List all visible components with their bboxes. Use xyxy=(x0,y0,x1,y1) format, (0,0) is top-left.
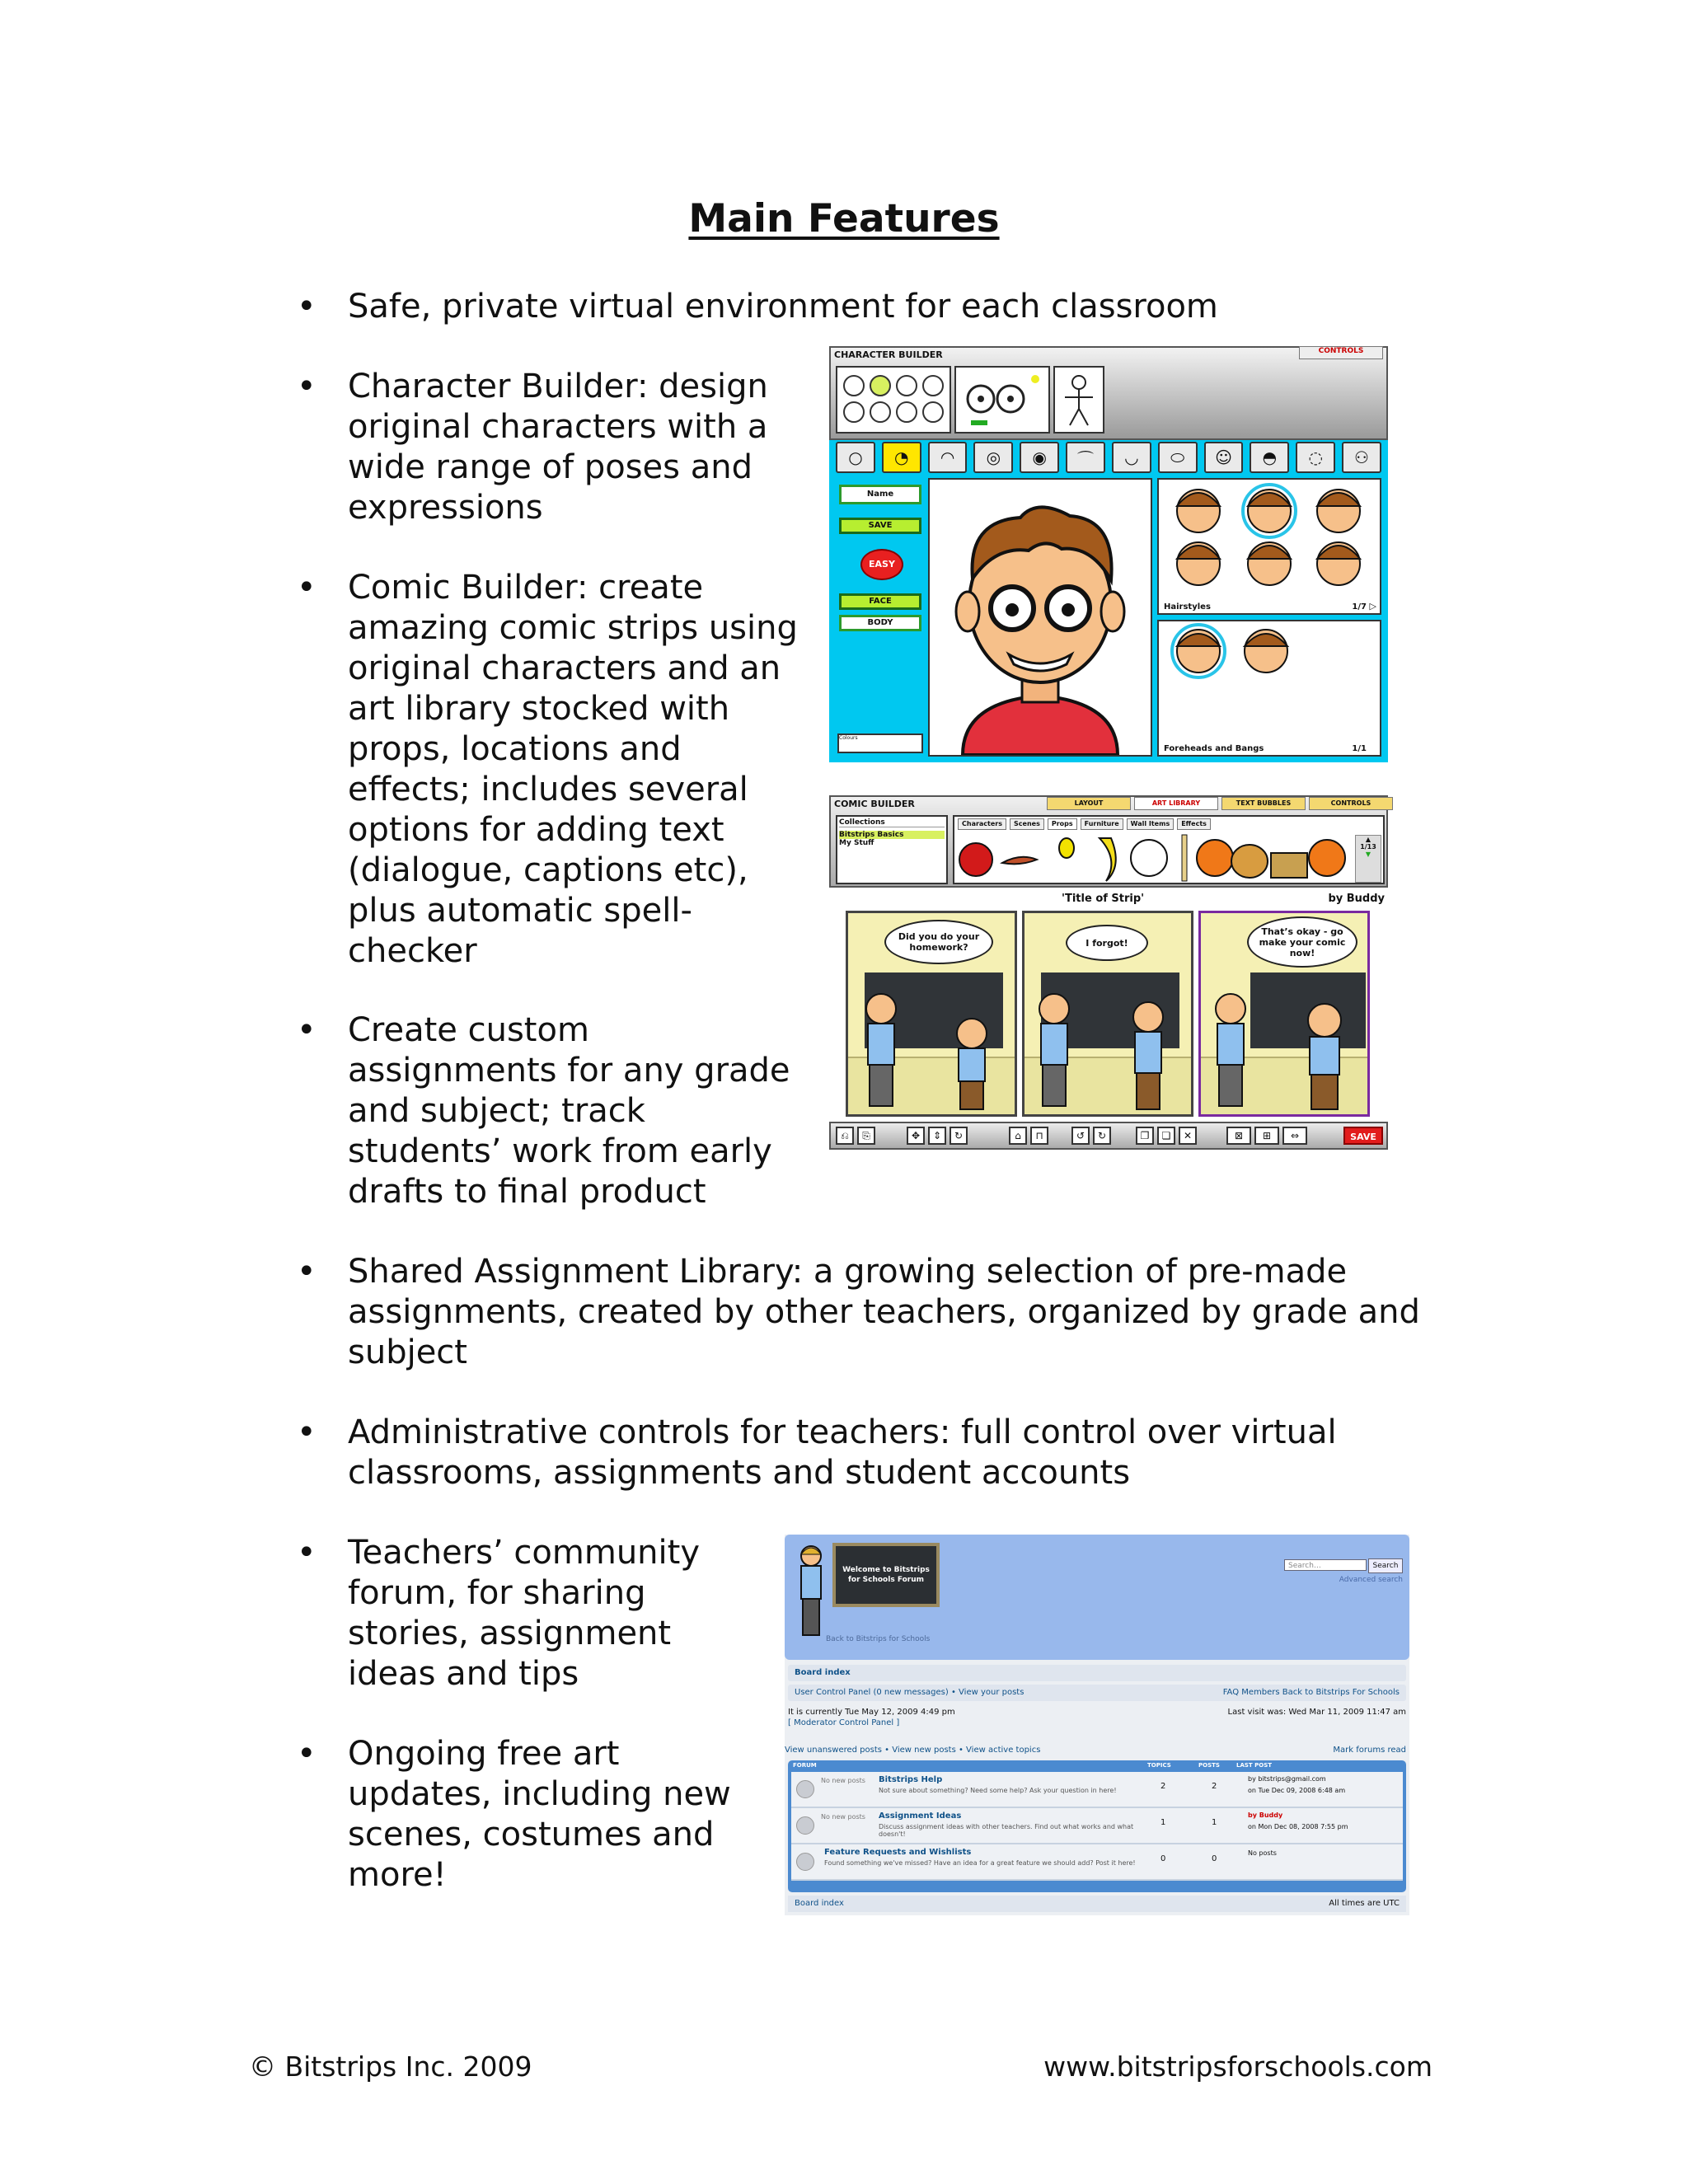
website-url[interactable]: www.bitstripsforschools.com xyxy=(1043,2050,1432,2083)
rotate-icon[interactable]: ↻ xyxy=(950,1127,968,1145)
flip-icon[interactable]: ⇕ xyxy=(928,1127,946,1145)
easy-button[interactable]: EASY xyxy=(860,549,903,580)
resize-panel-icon[interactable]: ⇔ xyxy=(1282,1127,1307,1145)
body-button[interactable]: BODY xyxy=(839,615,921,631)
forum-name-link[interactable]: Bitstrips Help xyxy=(879,1775,943,1784)
collection-bitstrips-basics[interactable]: Bitstrips Basics xyxy=(839,831,945,839)
tab-controls[interactable]: CONTROLS xyxy=(1309,797,1393,810)
col-posts: POSTS xyxy=(1198,1762,1220,1769)
next-page-icon[interactable]: ▷ xyxy=(1369,601,1376,612)
hairstyles-page: 1/7 xyxy=(1352,602,1367,612)
no-new-posts-icon xyxy=(796,1780,814,1798)
post-count: 2 xyxy=(1212,1782,1217,1791)
forum-search-button[interactable]: Search xyxy=(1368,1558,1403,1573)
redo-icon[interactable]: ↻ xyxy=(1093,1127,1111,1145)
baseball-icon xyxy=(1131,840,1167,876)
hairstyles-grid xyxy=(1157,478,1381,615)
topic-count: 2 xyxy=(1160,1782,1166,1791)
topic-count: 1 xyxy=(1160,1818,1166,1827)
speech-bubble[interactable]: Did you do your homework? xyxy=(884,920,993,964)
back-to-bitstrips-link[interactable]: Back to Bitstrips for Schools xyxy=(826,1635,931,1643)
last-visit: Last visit was: Wed Mar 11, 2009 11:47 am xyxy=(1227,1708,1406,1717)
feature-admin-controls: Administrative controls for teachers: full control over virtual classrooms, assignments and student accounts xyxy=(348,1413,1337,1492)
forum-description: Not sure about something? Need some help? Ask your question in here! xyxy=(879,1787,1117,1794)
character-builder-label: CHARACTER BUILDER xyxy=(834,349,943,360)
bullet: • xyxy=(297,1413,316,1451)
forum-description: Discuss assignment ideas with other teachers. Find out what works and what doesn't! xyxy=(879,1823,1134,1838)
feature-safe-environment: Safe, private virtual environment for each classroom xyxy=(348,288,1218,326)
lock-icon[interactable]: ⊓ xyxy=(1030,1127,1048,1145)
foreheads-grid xyxy=(1157,620,1381,757)
character-canvas xyxy=(928,478,1152,757)
user-links-bar xyxy=(788,1685,1406,1701)
nose-icon[interactable]: ⌒ xyxy=(1066,442,1105,473)
strip-title[interactable]: 'Title of Strip' xyxy=(1062,893,1145,905)
subtab-effects[interactable]: Effects xyxy=(1177,818,1211,830)
face-button[interactable]: FACE xyxy=(839,593,921,610)
foreheads-page: 1/1 xyxy=(1352,744,1367,753)
bullet: • xyxy=(297,1011,316,1049)
glove-icon xyxy=(1231,845,1268,878)
pose-panel xyxy=(1053,366,1104,434)
strip-author: by Buddy xyxy=(1328,893,1385,905)
last-post-author: No posts xyxy=(1248,1849,1277,1857)
page-down-icon[interactable]: ▼ xyxy=(1365,851,1372,858)
redo-panel-icon[interactable]: ⎘ xyxy=(857,1127,875,1145)
comic-builder-label: COMIC BUILDER xyxy=(834,799,915,809)
feature-comic-builder: Comic Builder: create amazing comic strips using original characters and an art library stocked with props, locations and effects; includes several options for adding text (dialogue, captions etc), plus automatic spell- checker xyxy=(348,569,798,970)
feature-character-builder: Character Builder: design original characters with a wide range of poses and expressions xyxy=(348,368,768,527)
current-time: It is currently Tue May 12, 2009 4:49 pm xyxy=(788,1708,955,1717)
ears-icon[interactable]: ⬭ xyxy=(1158,442,1198,473)
bullet: • xyxy=(297,368,316,405)
colours-label: Colours xyxy=(839,735,858,741)
hair-icon[interactable]: ◔ xyxy=(882,442,921,473)
forum-row[interactable] xyxy=(791,1772,1403,1808)
mouth-icon[interactable]: ◡ xyxy=(1112,442,1151,473)
paste-icon[interactable]: ❏ xyxy=(1157,1127,1175,1145)
hat-icon[interactable]: ◓ xyxy=(1250,442,1289,473)
subtab-characters[interactable]: Characters xyxy=(958,818,1006,830)
subtab-props[interactable]: Props xyxy=(1048,818,1077,830)
user-control-panel-link[interactable]: User Control Panel (0 new messages) • View your posts xyxy=(795,1688,1025,1697)
times-utc-note: All times are UTC xyxy=(1329,1899,1400,1908)
col-last-post: LAST POST xyxy=(1236,1762,1273,1769)
eye-control-panel xyxy=(954,366,1050,434)
bat-icon xyxy=(1182,835,1187,881)
eyes-icon[interactable] xyxy=(956,368,1048,432)
comic-builder-toolbar xyxy=(829,795,1388,888)
comic-panel-3[interactable] xyxy=(1198,911,1370,1117)
view-posts-links[interactable]: View unanswered posts • View new posts • View active topics xyxy=(785,1746,1041,1755)
forum-name-link[interactable]: Assignment Ideas xyxy=(879,1811,962,1821)
art-subtabs xyxy=(954,818,1211,830)
character-builder-sidebar xyxy=(836,478,925,757)
collections-panel xyxy=(836,815,948,884)
banana-icon xyxy=(1100,838,1116,881)
panel-characters xyxy=(848,913,1015,1114)
board-index-link[interactable]: Board index xyxy=(795,1668,851,1677)
last-post-author[interactable]: by bitstrips@gmail.com xyxy=(1248,1775,1326,1783)
comic-builder-tabs xyxy=(1047,797,1393,810)
mark-forums-read-link[interactable]: Mark forums read xyxy=(1333,1746,1406,1755)
forum-row[interactable] xyxy=(791,1808,1403,1844)
forehead-icon[interactable]: ◠ xyxy=(928,442,968,473)
feature-art-updates: Ongoing free art updates, including new scenes, costumes and more! xyxy=(348,1735,731,1894)
forum-table xyxy=(788,1760,1406,1892)
basketball-icon xyxy=(1309,840,1345,876)
glasses-icon[interactable]: ⚇ xyxy=(1342,442,1381,473)
row-status: No new posts xyxy=(821,1813,865,1821)
pose-figure-icon[interactable] xyxy=(1055,368,1103,432)
mascot-figure xyxy=(795,1543,828,1642)
trash-icon[interactable]: ✕ xyxy=(1179,1127,1197,1145)
no-new-posts-icon xyxy=(796,1816,814,1835)
comic-builder-screenshot xyxy=(829,795,1388,1150)
controls-tab[interactable]: CONTROLS xyxy=(1299,346,1383,359)
eyebrows-icon[interactable]: ◉ xyxy=(1020,442,1059,473)
page-up-icon[interactable]: ▲ xyxy=(1365,836,1372,843)
post-count: 1 xyxy=(1212,1818,1217,1827)
basketball-icon-a xyxy=(1197,840,1233,876)
character-illustration xyxy=(930,480,1151,755)
bullet: • xyxy=(297,288,316,326)
forum-header xyxy=(785,1535,1409,1660)
eyes-category-icon[interactable]: ◎ xyxy=(973,442,1013,473)
faq-members-links[interactable]: FAQ Members Back to Bitstrips For Schools xyxy=(1222,1688,1400,1697)
board-index-bar xyxy=(788,1665,1406,1681)
last-post-time: on Mon Dec 08, 2008 7:55 pm xyxy=(1248,1823,1348,1830)
hairstyles-label: Hairstyles xyxy=(1164,602,1211,612)
add-panel-icon[interactable]: ⊞ xyxy=(1254,1127,1279,1145)
foreheads-label: Foreheads and Bangs xyxy=(1164,744,1264,753)
moderator-panel-link[interactable]: [ Moderator Control Panel ] xyxy=(788,1718,900,1727)
feature-community-forum: Teachers’ community forum, for sharing stories, assignment ideas and tips xyxy=(348,1534,700,1693)
save-button[interactable]: SAVE xyxy=(839,518,921,534)
expression-faces-icon[interactable] xyxy=(837,368,950,432)
subtab-furniture[interactable]: Furniture xyxy=(1081,818,1123,830)
collections-label: Collections xyxy=(839,818,945,827)
speech-bubble[interactable]: I forgot! xyxy=(1066,925,1148,961)
forum-row[interactable] xyxy=(791,1844,1403,1881)
balloon-icon xyxy=(1059,838,1074,858)
head-shape-icon[interactable]: ○ xyxy=(836,442,875,473)
prop-items[interactable] xyxy=(954,830,1383,884)
feature-assignment-library: Shared Assignment Library: a growing selection of pre-made assignments, created by other teachers, organized by grade and subject xyxy=(348,1253,1420,1371)
post-count: 0 xyxy=(1212,1854,1217,1863)
props-page: 1/13 xyxy=(1360,843,1376,851)
row-status: No new posts xyxy=(821,1777,865,1784)
colour-palette[interactable] xyxy=(837,733,923,753)
apple-icon xyxy=(959,843,992,876)
subtab-scenes[interactable]: Scenes xyxy=(1010,818,1044,830)
advanced-search-link[interactable]: Advanced search xyxy=(1339,1576,1403,1584)
facial-hair-icon[interactable]: ☺ xyxy=(1204,442,1244,473)
footer-board-index-link[interactable]: Board index xyxy=(795,1899,844,1908)
expression-panel xyxy=(836,366,951,434)
copy-icon[interactable]: ❐ xyxy=(1136,1127,1154,1145)
no-new-posts-icon xyxy=(796,1853,814,1871)
subtab-wall-items[interactable]: Wall Items xyxy=(1127,818,1175,830)
lock-open-icon[interactable]: ⌂ xyxy=(1009,1127,1027,1145)
bullet: • xyxy=(297,1253,316,1291)
speech-bubble[interactable]: That’s okay - go make your comic now! xyxy=(1247,916,1357,968)
forum-footer-bar xyxy=(788,1896,1406,1912)
panel-characters xyxy=(1201,913,1367,1114)
undo-panel-icon[interactable]: ⎌ xyxy=(836,1127,854,1145)
basket-icon xyxy=(1271,853,1307,878)
comic-panel-1[interactable] xyxy=(846,911,1017,1117)
forum-welcome-sign: Welcome to Bitstrips for Schools Forum xyxy=(832,1543,940,1607)
forum-description: Found something we've missed? Have an idea for a great feature we should add? Post it here! xyxy=(824,1859,1136,1867)
undo-icon[interactable]: ↺ xyxy=(1071,1127,1090,1145)
col-topics: TOPICS xyxy=(1147,1762,1171,1769)
character-builder-toolbar xyxy=(829,346,1388,440)
tab-text-bubbles[interactable]: TEXT BUBBLES xyxy=(1221,797,1306,810)
tab-art-library[interactable]: ART LIBRARY xyxy=(1134,797,1218,810)
panel-characters xyxy=(1025,913,1191,1114)
bullet: • xyxy=(297,1534,316,1572)
character-builder-screenshot xyxy=(829,346,1388,762)
forum-screenshot xyxy=(785,1535,1409,1915)
forum-search-input[interactable]: Search… xyxy=(1284,1559,1367,1571)
topic-count: 0 xyxy=(1160,1854,1166,1863)
bullet: • xyxy=(297,569,316,607)
copyright: © Bitstrips Inc. 2009 xyxy=(249,2050,532,2083)
comic-panel-2[interactable] xyxy=(1022,911,1193,1117)
comic-edit-toolbar xyxy=(829,1122,1388,1150)
name-button[interactable]: Name xyxy=(839,485,921,504)
forum-name-link[interactable]: Feature Requests and Wishlists xyxy=(824,1848,972,1857)
props-pager[interactable] xyxy=(1355,835,1381,883)
hairstyle-options[interactable] xyxy=(1159,480,1380,587)
page-title: Main Features xyxy=(688,196,1000,241)
last-post-time: on Tue Dec 09, 2008 6:48 am xyxy=(1248,1787,1346,1794)
bacon-icon xyxy=(1002,857,1037,865)
feature-custom-assignments: Create custom assignments for any grade and subject; track students’ work from early drafts to final product xyxy=(348,1011,790,1211)
bullet: • xyxy=(297,1735,316,1773)
collection-my-stuff[interactable]: My Stuff xyxy=(839,839,874,847)
save-comic-button[interactable]: SAVE xyxy=(1343,1127,1383,1145)
tab-layout[interactable]: LAYOUT xyxy=(1047,797,1131,810)
move-icon[interactable]: ✥ xyxy=(907,1127,925,1145)
col-forum: FORUM xyxy=(793,1762,817,1769)
feature-category-row xyxy=(836,442,1381,473)
last-post-author[interactable]: by Buddy xyxy=(1248,1811,1283,1819)
lines-icon[interactable]: ◌ xyxy=(1296,442,1335,473)
props-panel xyxy=(953,815,1385,884)
forehead-options[interactable] xyxy=(1159,621,1380,679)
remove-panel-icon[interactable]: ⊠ xyxy=(1226,1127,1251,1145)
